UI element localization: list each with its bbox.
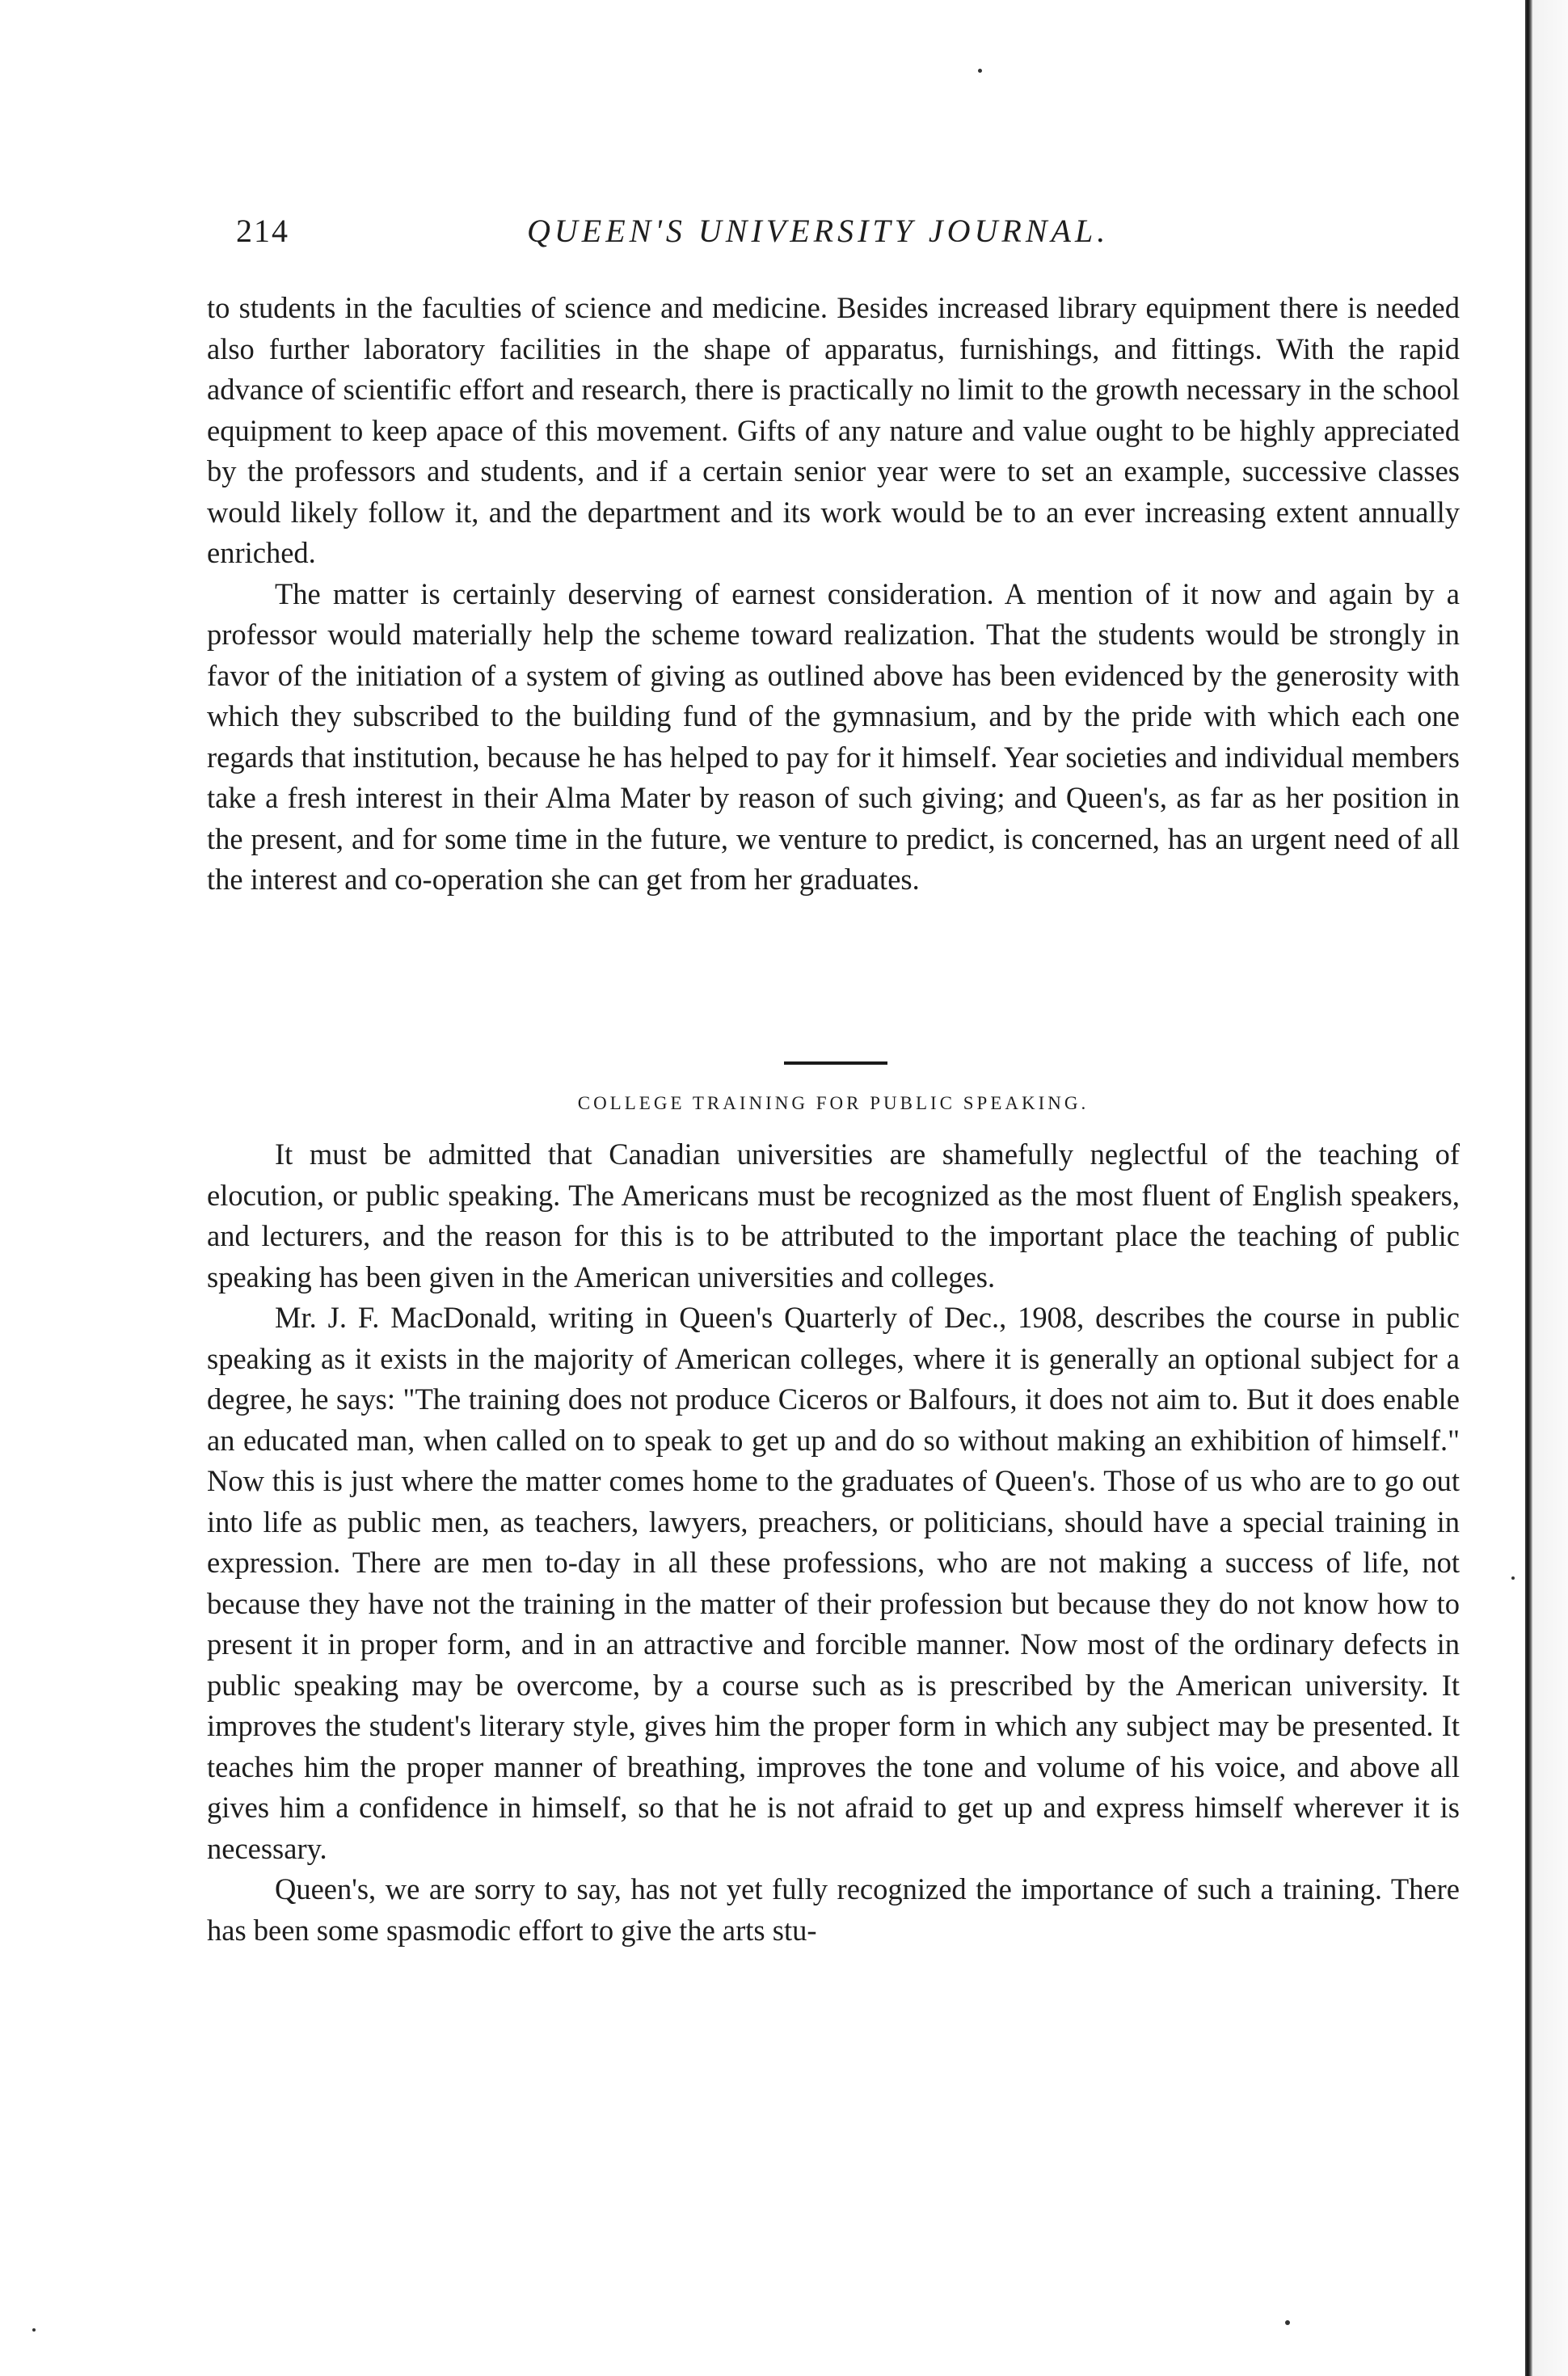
paragraph: Queen's, we are sorry to say, has not yet fully recognized the importance of such a training. There has been some spasmodic effort to give the arts stu- [207, 1872, 1460, 1947]
scan-speck [32, 2328, 36, 2332]
article-continuation [207, 288, 1460, 901]
page-binding-edge [1525, 0, 1532, 2376]
section-body [207, 1134, 1460, 1951]
section-divider [784, 1061, 887, 1065]
paragraph: Mr. J. F. MacDonald, writing in Queen's Quarterly of Dec., 1908, describes the course in public speaking as it exists in the majority of American colleges, where it is generally an optional subject for a degree, he says: "The training does not produce Ciceros or Balfours, it does not aim to. But it does enable an educated man, when called on to speak to get up and do so without making an exhibition of himself." Now this is just where the matter comes home to the graduates of Queen's. Those of us who are to go out into life as public men, as teachers, lawyers, preachers, or politicians, should have a special training in expression. There are men to-day in all these professions, who are not making a success of life, not because they have not the training in the matter of their profession but because they do not know how to present it in proper form, and in an attractive and forcible manner. Now most of the ordinary defects in public speaking may be overcome, by a course such as is prescribed by the American university. It improves the student's literary style, gives him the proper form in which any subject may be presented. It teaches him the proper manner of breathing, improves the tone and volume of his voice, and above all gives him a confidence in himself, so that he is not afraid to get up and express himself wherever it is necessary. [207, 1301, 1460, 1865]
page-margin [1532, 0, 1568, 2376]
scan-speck [978, 69, 982, 73]
page-header [236, 212, 1465, 260]
scan-speck [1285, 2320, 1290, 2325]
scan-speck [1511, 1576, 1515, 1580]
page-number: 214 [236, 213, 289, 249]
paragraph: It must be admitted that Canadian universities are shamefully neglectful of the teaching of elocution, or public speaking. The Americans must be recognized as the most fluent of English speakers, and lecturers, and the reason for this is to be attributed to the important place the teaching of public speaking has been given in the American universities and colleges. [207, 1137, 1460, 1294]
paragraph: to students in the faculties of science and medicine. Besides increased library equipment there is needed also further laboratory facilities in the shape of apparatus, furnishings, and fittings. With the rapid advance of scientific effort and research, there is practically no limit to the growth necessary in the school equipment to keep apace of this movement. Gifts of any nature and value ought to be highly appreciated by the professors and students, and if a certain senior year were to set an example, successive classes would likely follow it, and the department and its work would be to an ever increasing extent annually enriched. [207, 291, 1460, 569]
journal-title: QUEEN'S UNIVERSITY JOURNAL. [527, 213, 1110, 249]
paragraph: The matter is certainly deserving of earnest consideration. A mention of it now and again by a professor would materially help the scheme toward realization. That the students would be strongly in favor of the initiation of a system of giving as outlined above has been evidenced by the generosity with which they subscribed to the building fund of the gymnasium, and by the pride with which each one regards that institution, because he has helped to pay for it himself. Year societies and individual members take a fresh interest in their Alma Mater by reason of such giving; and Queen's, as far as her position in the present, and for some time in the future, we venture to predict, is concerned, has an urgent need of all the interest and co-operation she can get from her graduates. [207, 576, 1460, 896]
section-heading: COLLEGE TRAINING FOR PUBLIC SPEAKING. [577, 1093, 1090, 1113]
